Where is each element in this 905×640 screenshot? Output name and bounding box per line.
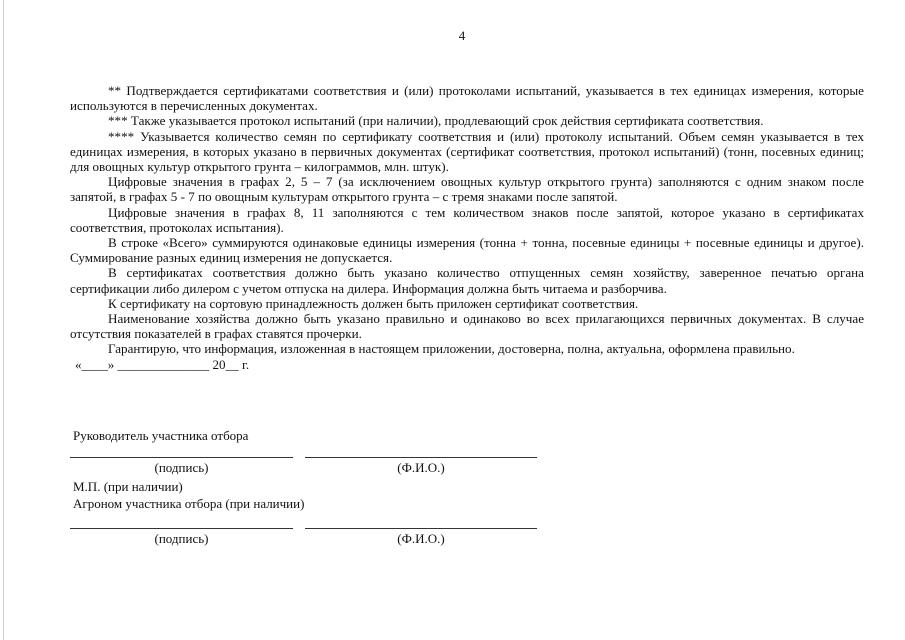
footnote-triple-star: *** Также указывается протокол испытаний (при наличии), продлевающий срок действия сертификата соответствия. <box>108 113 764 129</box>
head-fio-label: (Ф.И.О.) <box>397 460 445 475</box>
document-body <box>70 83 864 372</box>
head-signature-label: (подпись) <box>154 460 209 475</box>
agronomist-title: Агроном участника отбора (при наличии) <box>73 496 305 511</box>
paragraph-total-row: В строке «Всего» суммируются одинаковые единицы измерения (тонна + тонна, посевные единицы + посевные единицы и другое). Суммирование разных единиц измерения не допускается. <box>70 235 864 266</box>
page-number: 4 <box>458 28 466 43</box>
page-edge <box>3 0 4 640</box>
agronomist-fio-line <box>305 528 537 529</box>
footnote-double-star: ** Подтверждается сертификатами соответствия и (или) протоколами испытаний, указывается в тех единицах измерения, которые используются в перечисленных документах. <box>70 83 864 114</box>
stamp-label: М.П. (при наличии) <box>73 479 183 494</box>
paragraph-digits-columns-8-11: Цифровые значения в графах 8, 11 заполняются с тем количеством знаков после запятой, которое указано в сертификатах соответствия, протоколах испытания). <box>70 204 864 235</box>
agronomist-fio-label: (Ф.И.О.) <box>397 531 445 546</box>
head-title: Руководитель участника отбора <box>73 428 249 443</box>
head-fio-line <box>305 457 537 458</box>
paragraph-guarantee: Гарантирую, что информация, изложенная в настоящем приложении, достоверна, полна, актуальна, оформлена правильно. <box>108 341 795 357</box>
footnote-quad-star: **** Указывается количество семян по сертификату соответствия и (или) протоколу испытаний. Объем семян указывается в тех единицах измерения, в которых указано в первичных документах (сертификат соответствия, протокол испытаний) (тонн, посевных единиц; для овощных культур открытого грунта – килограммов, млн. штук). <box>70 128 864 175</box>
agronomist-signature-label: (подпись) <box>154 531 209 546</box>
date-line: «____» ______________ 20__ г. <box>75 356 250 372</box>
paragraph-certificates: В сертификатах соответствия должно быть указано количество отпущенных семян хозяйству, заверенное печатью органа сертификации либо дилером с учетом отпуска на дилера. Информация должна быть читаема и разборчива. <box>70 265 864 296</box>
head-signature-line <box>70 457 293 458</box>
agronomist-signature-line <box>70 528 293 529</box>
paragraph-variety-certificate: К сертификату на сортовую принадлежность должен быть приложен сертификат соответствия. <box>108 295 639 311</box>
paragraph-farm-name: Наименование хозяйства должно быть указано правильно и одинаково во всех прилагающихся первичных документах. В случае отсутствия показателей в графах ставятся прочерки. <box>70 311 864 342</box>
paragraph-digits-columns-2-7: Цифровые значения в графах 2, 5 – 7 (за исключением овощных культур открытого грунта) заполняются с одним знаком после запятой, в графах 5 - 7 по овощным культурам открытого грунта – с тремя знаками после запятой. <box>70 174 864 205</box>
